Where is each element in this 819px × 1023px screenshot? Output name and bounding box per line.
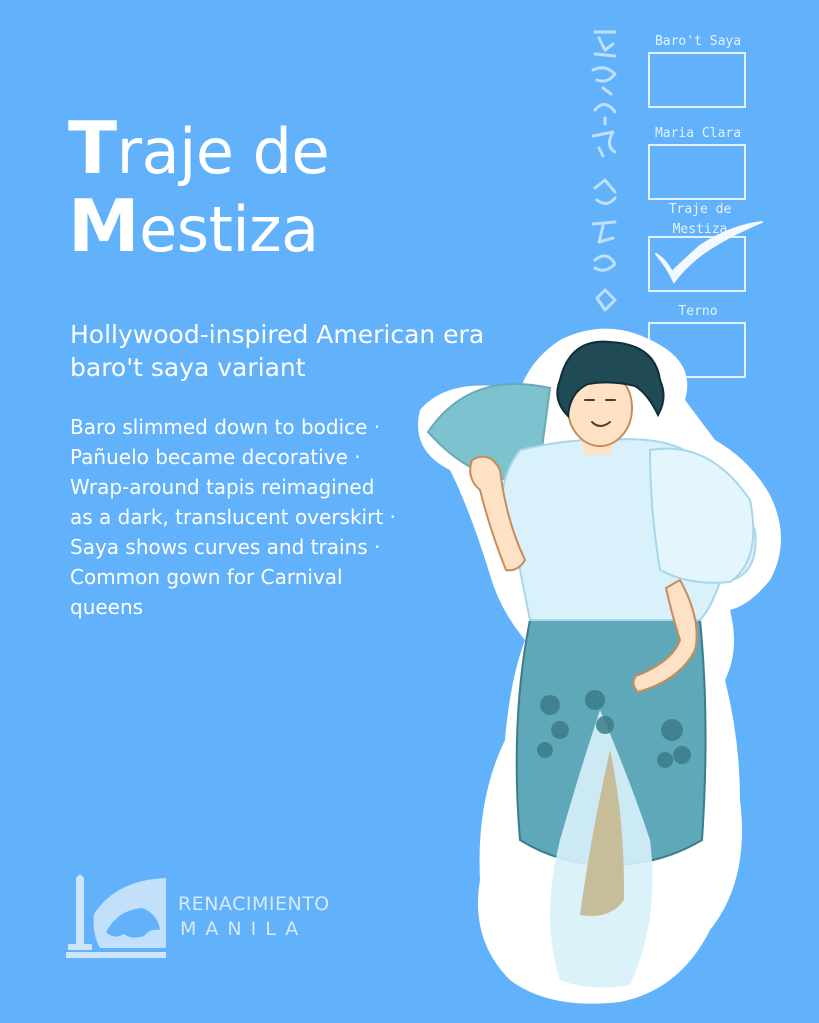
title-rest-1: raje de [116,115,330,188]
title-cap-t: T [68,106,117,190]
poster-subtitle: Hollywood-inspired American era baro't saya variant [70,320,485,382]
checklist-label: Baro't Saya [654,34,742,49]
baybayin-script-decoration [585,28,625,328]
checklist-label: Traje de Mestiza [668,202,732,237]
logo-text-renacimiento: RENACIMIENTO [178,893,330,915]
checkbox-maria-clara[interactable] [648,144,746,200]
checklist-item-traje-de-mestiza [630,200,770,292]
checklist-label: Terno [678,304,718,319]
checklist-label: Maria Clara [654,126,742,141]
checklist-item-maria-clara [630,124,770,200]
title-line-1 [68,106,488,190]
title-line-2 [68,184,488,268]
checkmark-icon [650,220,772,292]
checkbox-traje-de-mestiza[interactable] [648,236,746,292]
title-rest-2: estiza [139,193,319,266]
checklist-item-barot-saya [630,32,770,108]
traje-de-mestiza-illustration [410,320,790,1010]
logo-text-manila: MANILA [180,918,308,940]
title-cap-m: M [68,184,140,268]
checkbox-barot-saya[interactable] [648,52,746,108]
poster-description: Baro slimmed down to bodice · Pañuelo became decorative · Wrap-around tapis reimagined as a dark, translucent overskirt · Saya shows curves and trains · Common gown for Carnival queens [70,415,396,619]
poster-title [68,106,488,268]
